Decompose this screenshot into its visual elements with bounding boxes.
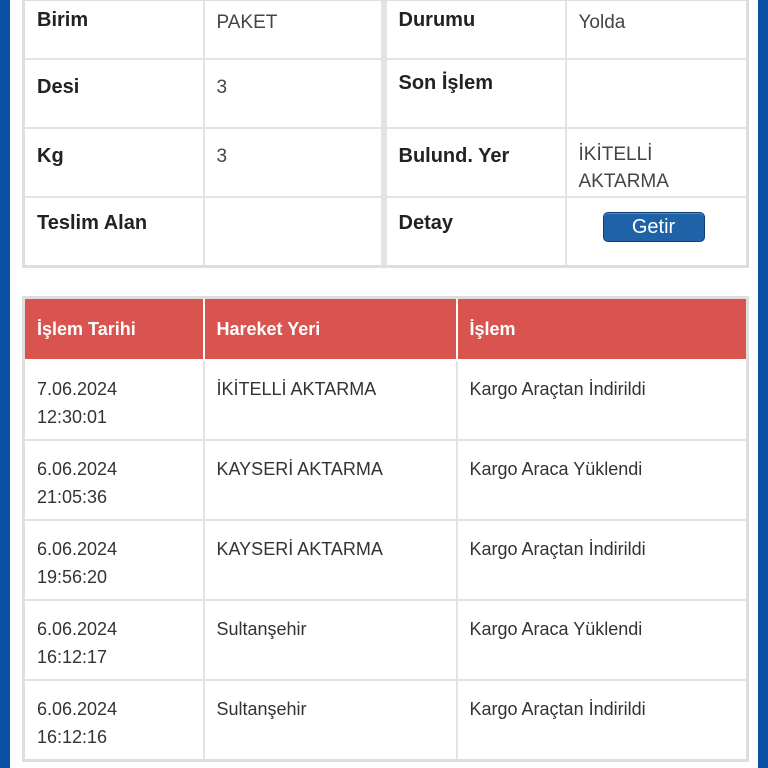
- table-row: [24, 360, 748, 440]
- info-row-desi: [24, 59, 748, 128]
- row-date: 6.06.2024: [37, 619, 118, 639]
- info-row-teslim: [24, 197, 748, 266]
- row-time: 16:12:17: [37, 647, 108, 667]
- label-desi: Desi: [24, 59, 204, 128]
- movement-history-table: [22, 296, 749, 762]
- row-date: 7.06.2024: [37, 379, 118, 399]
- table-row: [24, 600, 748, 680]
- row-place: İKİTELLİ AKTARMA: [204, 360, 457, 440]
- row-date-cell: [24, 360, 204, 440]
- shipment-info-table: [22, 0, 749, 268]
- row-place: Sultanşehir: [204, 680, 457, 761]
- label-bulund-yer: Bulund. Yer: [386, 128, 566, 197]
- value-kg: 3: [204, 128, 382, 197]
- right-frame-edge: [758, 0, 768, 768]
- value-birim: PAKET: [204, 0, 382, 59]
- table-row: [24, 440, 748, 520]
- left-frame-edge: [0, 0, 10, 768]
- row-date: 6.06.2024: [37, 459, 118, 479]
- row-action: Kargo Araca Yüklendi: [457, 600, 748, 680]
- row-date-cell: [24, 600, 204, 680]
- value-desi: 3: [204, 59, 382, 128]
- header-islem-tarihi[interactable]: İşlem Tarihi: [24, 298, 204, 361]
- row-date: 6.06.2024: [37, 699, 118, 719]
- label-durumu: Durumu: [386, 0, 566, 59]
- value-teslim-alan: [204, 197, 382, 266]
- label-kg: Kg: [24, 128, 204, 197]
- row-place: Sultanşehir: [204, 600, 457, 680]
- row-time: 19:56:20: [37, 567, 108, 587]
- value-bulund-yer-line2: AKTARMA: [578, 170, 669, 192]
- header-hareket-yeri[interactable]: Hareket Yeri: [204, 298, 457, 361]
- row-date-cell: [24, 680, 204, 761]
- value-bulund-yer: [566, 128, 748, 197]
- info-row-kg: [24, 128, 748, 197]
- label-teslim-alan: Teslim Alan: [24, 197, 204, 266]
- detay-cell: [566, 197, 748, 266]
- row-date-cell: [24, 440, 204, 520]
- value-bulund-yer-line1: İKİTELLİ: [578, 143, 653, 165]
- row-time: 16:12:16: [37, 727, 108, 747]
- getir-button[interactable]: Getir: [603, 212, 705, 242]
- row-action: Kargo Araçtan İndirildi: [457, 680, 748, 761]
- header-islem[interactable]: İşlem: [457, 298, 748, 361]
- value-durumu: Yolda: [566, 0, 748, 59]
- info-row-birim: [24, 0, 748, 59]
- table-row: [24, 520, 748, 600]
- row-time: 21:05:36: [37, 487, 108, 507]
- label-son-islem: Son İşlem: [386, 59, 566, 128]
- movement-header-row: [24, 298, 748, 361]
- value-son-islem: [566, 59, 748, 128]
- table-row: [24, 680, 748, 761]
- label-detay: Detay: [386, 197, 566, 266]
- label-birim: Birim: [24, 0, 204, 59]
- row-action: Kargo Araca Yüklendi: [457, 440, 748, 520]
- row-place: KAYSERİ AKTARMA: [204, 520, 457, 600]
- row-date-cell: [24, 520, 204, 600]
- row-action: Kargo Araçtan İndirildi: [457, 520, 748, 600]
- row-time: 12:30:01: [37, 407, 108, 427]
- row-date: 6.06.2024: [37, 539, 118, 559]
- row-place: KAYSERİ AKTARMA: [204, 440, 457, 520]
- row-action: Kargo Araçtan İndirildi: [457, 360, 748, 440]
